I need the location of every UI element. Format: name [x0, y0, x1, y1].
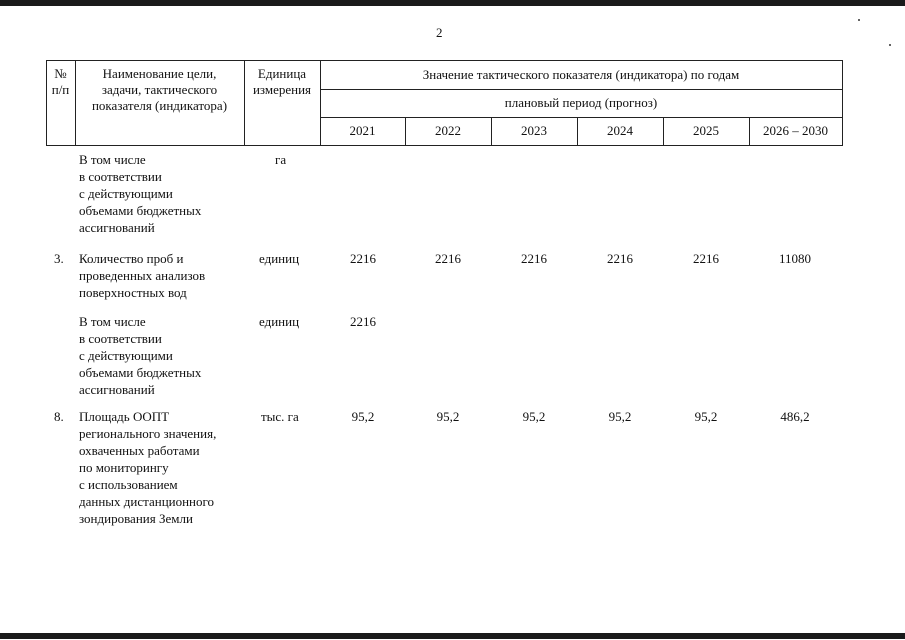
header-year: 2024 — [607, 123, 633, 138]
header-period: плановый период (прогноз) — [504, 95, 658, 110]
row-unit: единиц — [259, 251, 300, 266]
row-name: В том числе в соответствии с действующими объемами бюджетных ассигнований — [79, 314, 202, 397]
row-value: 2216 — [607, 251, 633, 266]
row-value: 486,2 — [780, 409, 810, 424]
row-value: 2216 — [435, 251, 461, 266]
row-unit: га — [275, 152, 287, 167]
header-year: 2025 — [693, 123, 719, 138]
header-year: 2023 — [521, 123, 547, 138]
row-value: 95,2 — [694, 409, 718, 424]
row-value: 2216 — [350, 314, 376, 329]
row-value: 95,2 — [436, 409, 460, 424]
row-value: 11080 — [778, 251, 812, 266]
row-value: 2216 — [350, 251, 376, 266]
header-values: Значение тактического показателя (индикатора) по годам — [422, 67, 740, 82]
header-unit: Единица измерения — [252, 66, 312, 97]
row-value: 95,2 — [351, 409, 375, 424]
header-year: 2022 — [435, 123, 461, 138]
scan-border-top — [0, 0, 905, 6]
row-unit: единиц — [259, 314, 300, 329]
row-value: 2216 — [521, 251, 547, 266]
row-name: В том числе в соответствии с действующими объемами бюджетных ассигнований — [79, 152, 202, 235]
scan-speck — [858, 19, 860, 21]
row-number: 8. — [54, 409, 64, 424]
header-number: № п/п — [51, 66, 70, 97]
row-value: 2216 — [693, 251, 719, 266]
row-name: Площадь ООПТ регионального значения, охваченных работами по мониторингу с использованием данных дистанционного зондирования Земли — [79, 409, 217, 526]
page-number: 2 — [436, 25, 443, 40]
row-number: 3. — [54, 251, 64, 266]
scan-border-bottom — [0, 633, 905, 639]
header-year: 2026 – 2030 — [763, 123, 828, 138]
row-unit: тыс. га — [261, 409, 299, 424]
scan-speck — [889, 44, 891, 46]
row-value: 95,2 — [608, 409, 632, 424]
header-year: 2021 — [349, 123, 376, 138]
row-name: Количество проб и проведенных анализов поверхностных вод — [79, 251, 206, 300]
header-name: Наименование цели, задачи, тактического показателя (индикатора) — [91, 66, 228, 113]
row-value: 95,2 — [522, 409, 546, 424]
